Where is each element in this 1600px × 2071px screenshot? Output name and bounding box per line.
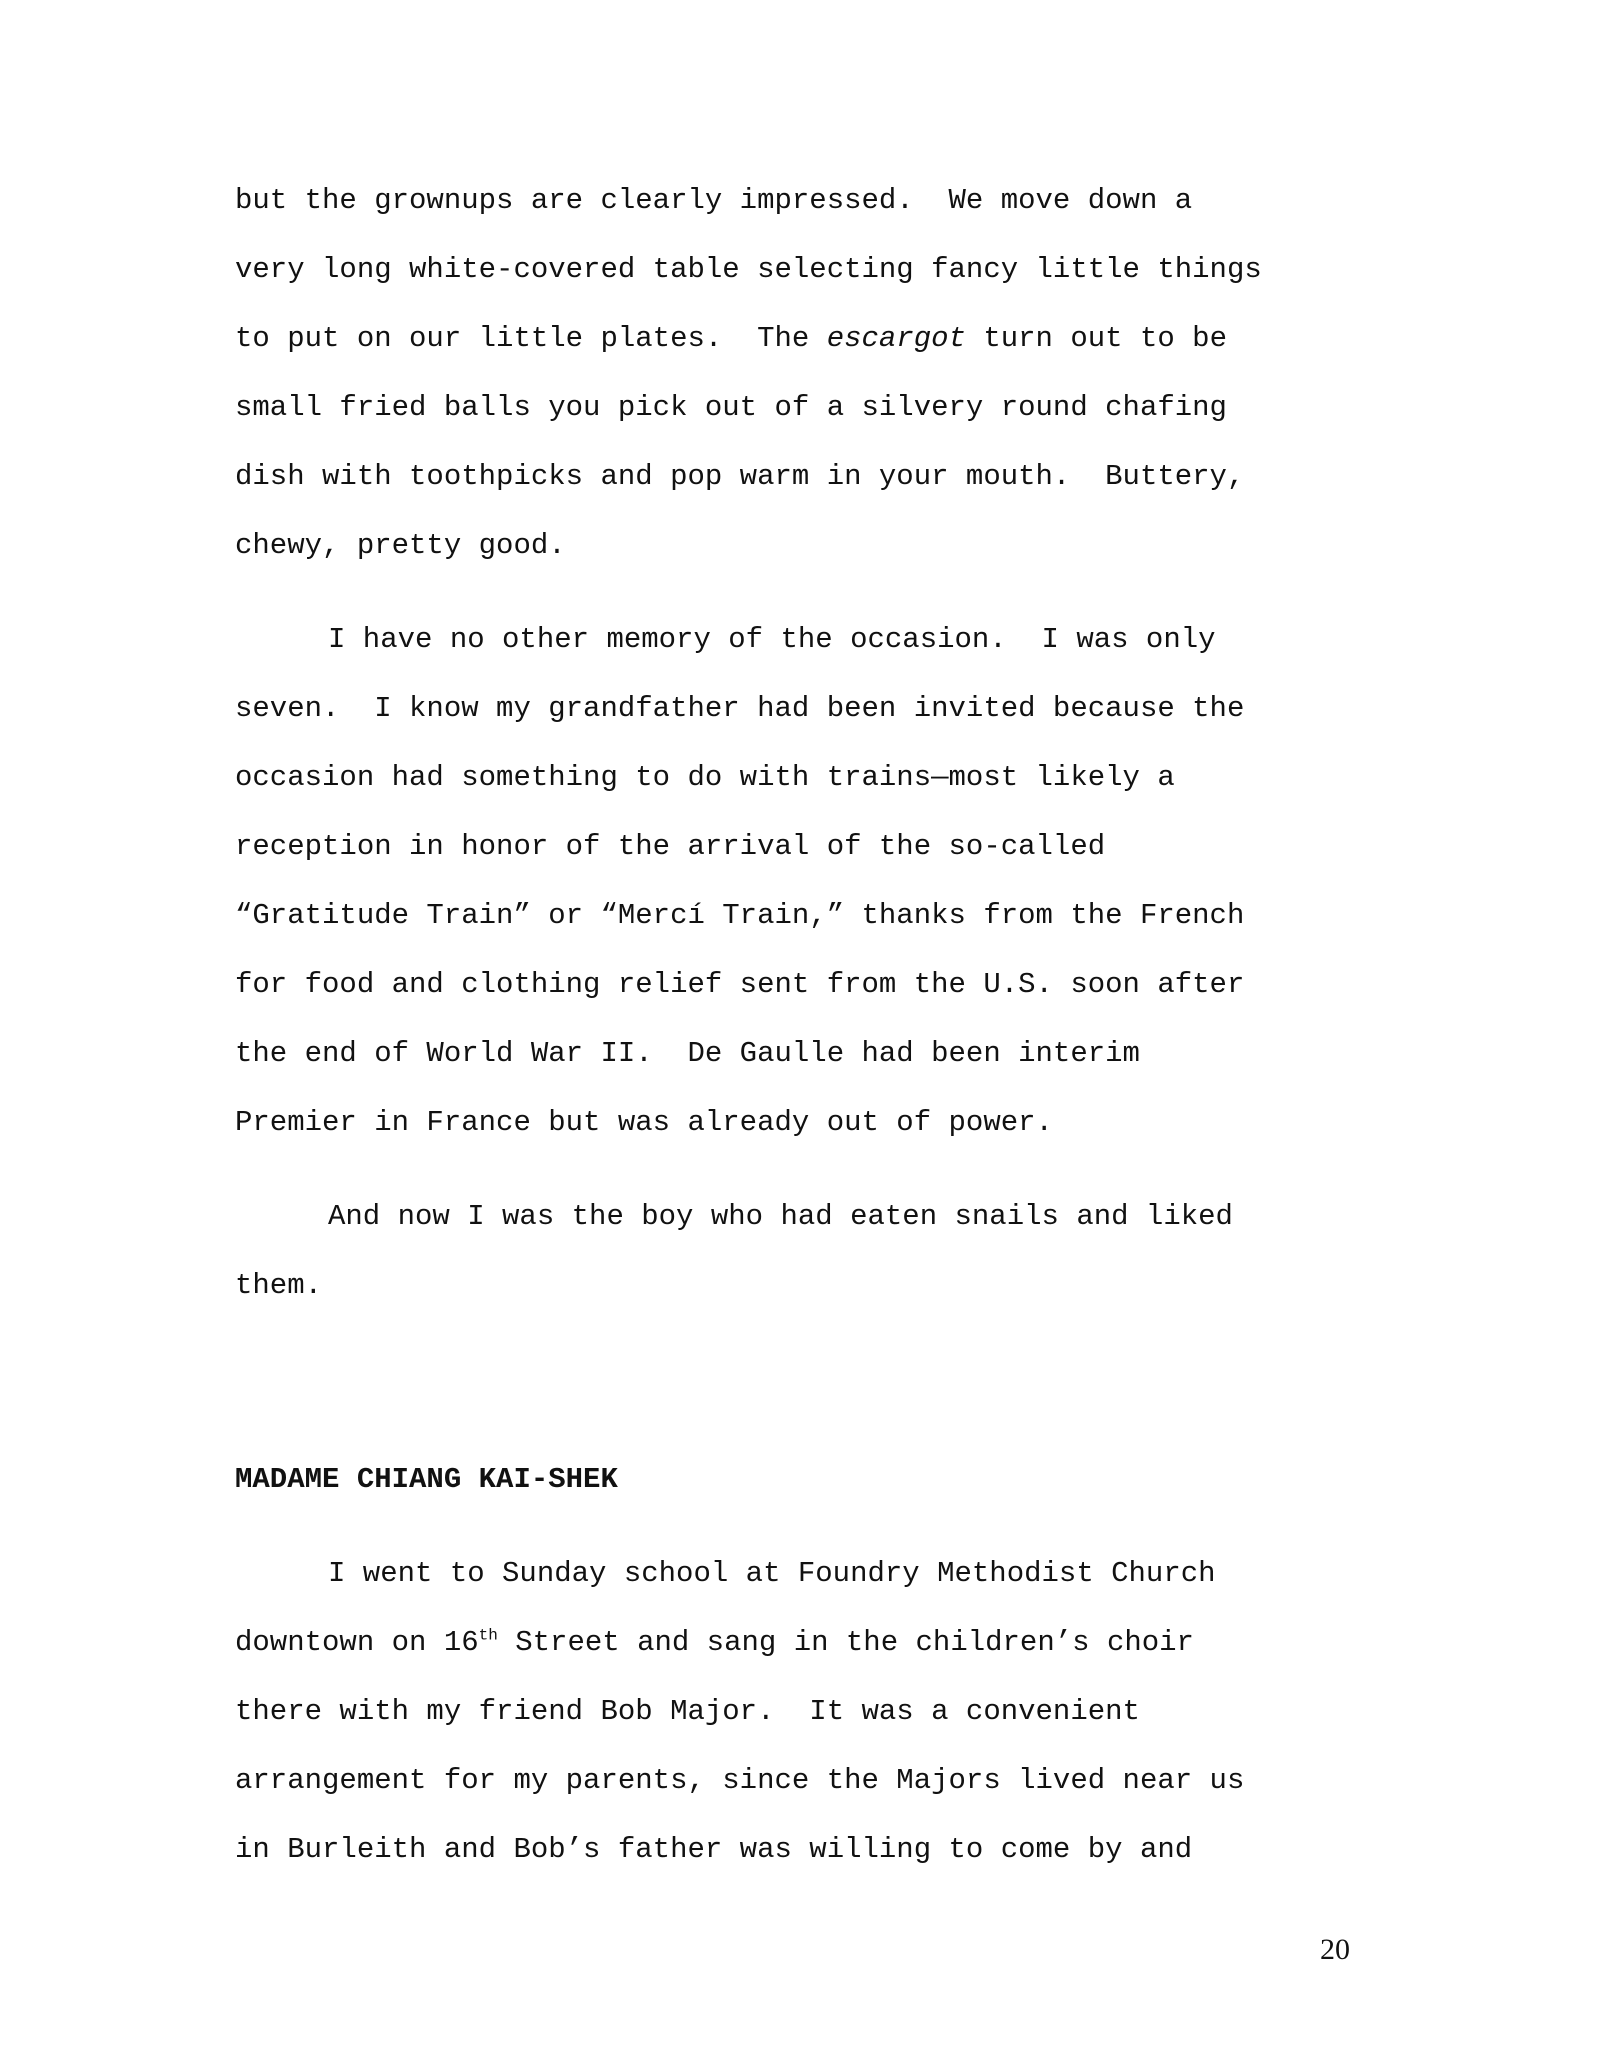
body-text-line: occasion had something to do with trains—most likely a	[235, 761, 1175, 794]
body-text-line: the end of World War II. De Gaulle had been interim	[235, 1037, 1140, 1070]
body-text-line: seven. I know my grandfather had been invited because the	[235, 692, 1245, 725]
body-text-line	[235, 321, 1227, 357]
body-text-line: in Burleith and Bob’s father was willing to come by and	[235, 1833, 1193, 1866]
body-text-line: And now I was the boy who had eaten snails and liked	[328, 1200, 1233, 1233]
body-text-line: reception in honor of the arrival of the so-called	[235, 830, 1106, 863]
body-text-line: Premier in France but was already out of power.	[235, 1106, 1053, 1139]
italic-word: escargot	[826, 322, 966, 355]
body-text-line: there with my friend Bob Major. It was a convenient	[235, 1695, 1140, 1728]
ordinal-superscript: th	[478, 1626, 498, 1645]
body-text-line: but the grownups are clearly impressed. We move down a	[235, 184, 1193, 217]
body-text-line: “Gratitude Train” or “Mercí Train,” thanks from the French	[235, 899, 1245, 932]
text-span: downtown on 16	[235, 1626, 479, 1659]
text-span: to put on our little plates. The	[235, 322, 827, 355]
body-text-line: dish with toothpicks and pop warm in your mouth. Buttery,	[235, 460, 1245, 493]
text-span: turn out to be	[965, 322, 1227, 355]
body-text-line: I have no other memory of the occasion. I was only	[328, 623, 1216, 656]
body-text-line: them.	[235, 1269, 323, 1302]
body-text-line	[235, 1625, 1194, 1661]
body-text-line: I went to Sunday school at Foundry Methodist Church	[328, 1557, 1216, 1590]
body-text-line: small fried balls you pick out of a silvery round chafing	[235, 391, 1227, 424]
body-text-line: arrangement for my parents, since the Majors lived near us	[235, 1764, 1245, 1797]
body-text-line: very long white-covered table selecting fancy little things	[235, 253, 1262, 286]
section-heading: MADAME CHIANG KAI-SHEK	[235, 1463, 618, 1496]
body-text-line: for food and clothing relief sent from the U.S. soon after	[235, 968, 1245, 1001]
text-span: Street and sang in the children’s choir	[497, 1626, 1194, 1659]
page-number: 20	[1320, 1933, 1350, 1966]
body-text-line: chewy, pretty good.	[235, 529, 566, 562]
